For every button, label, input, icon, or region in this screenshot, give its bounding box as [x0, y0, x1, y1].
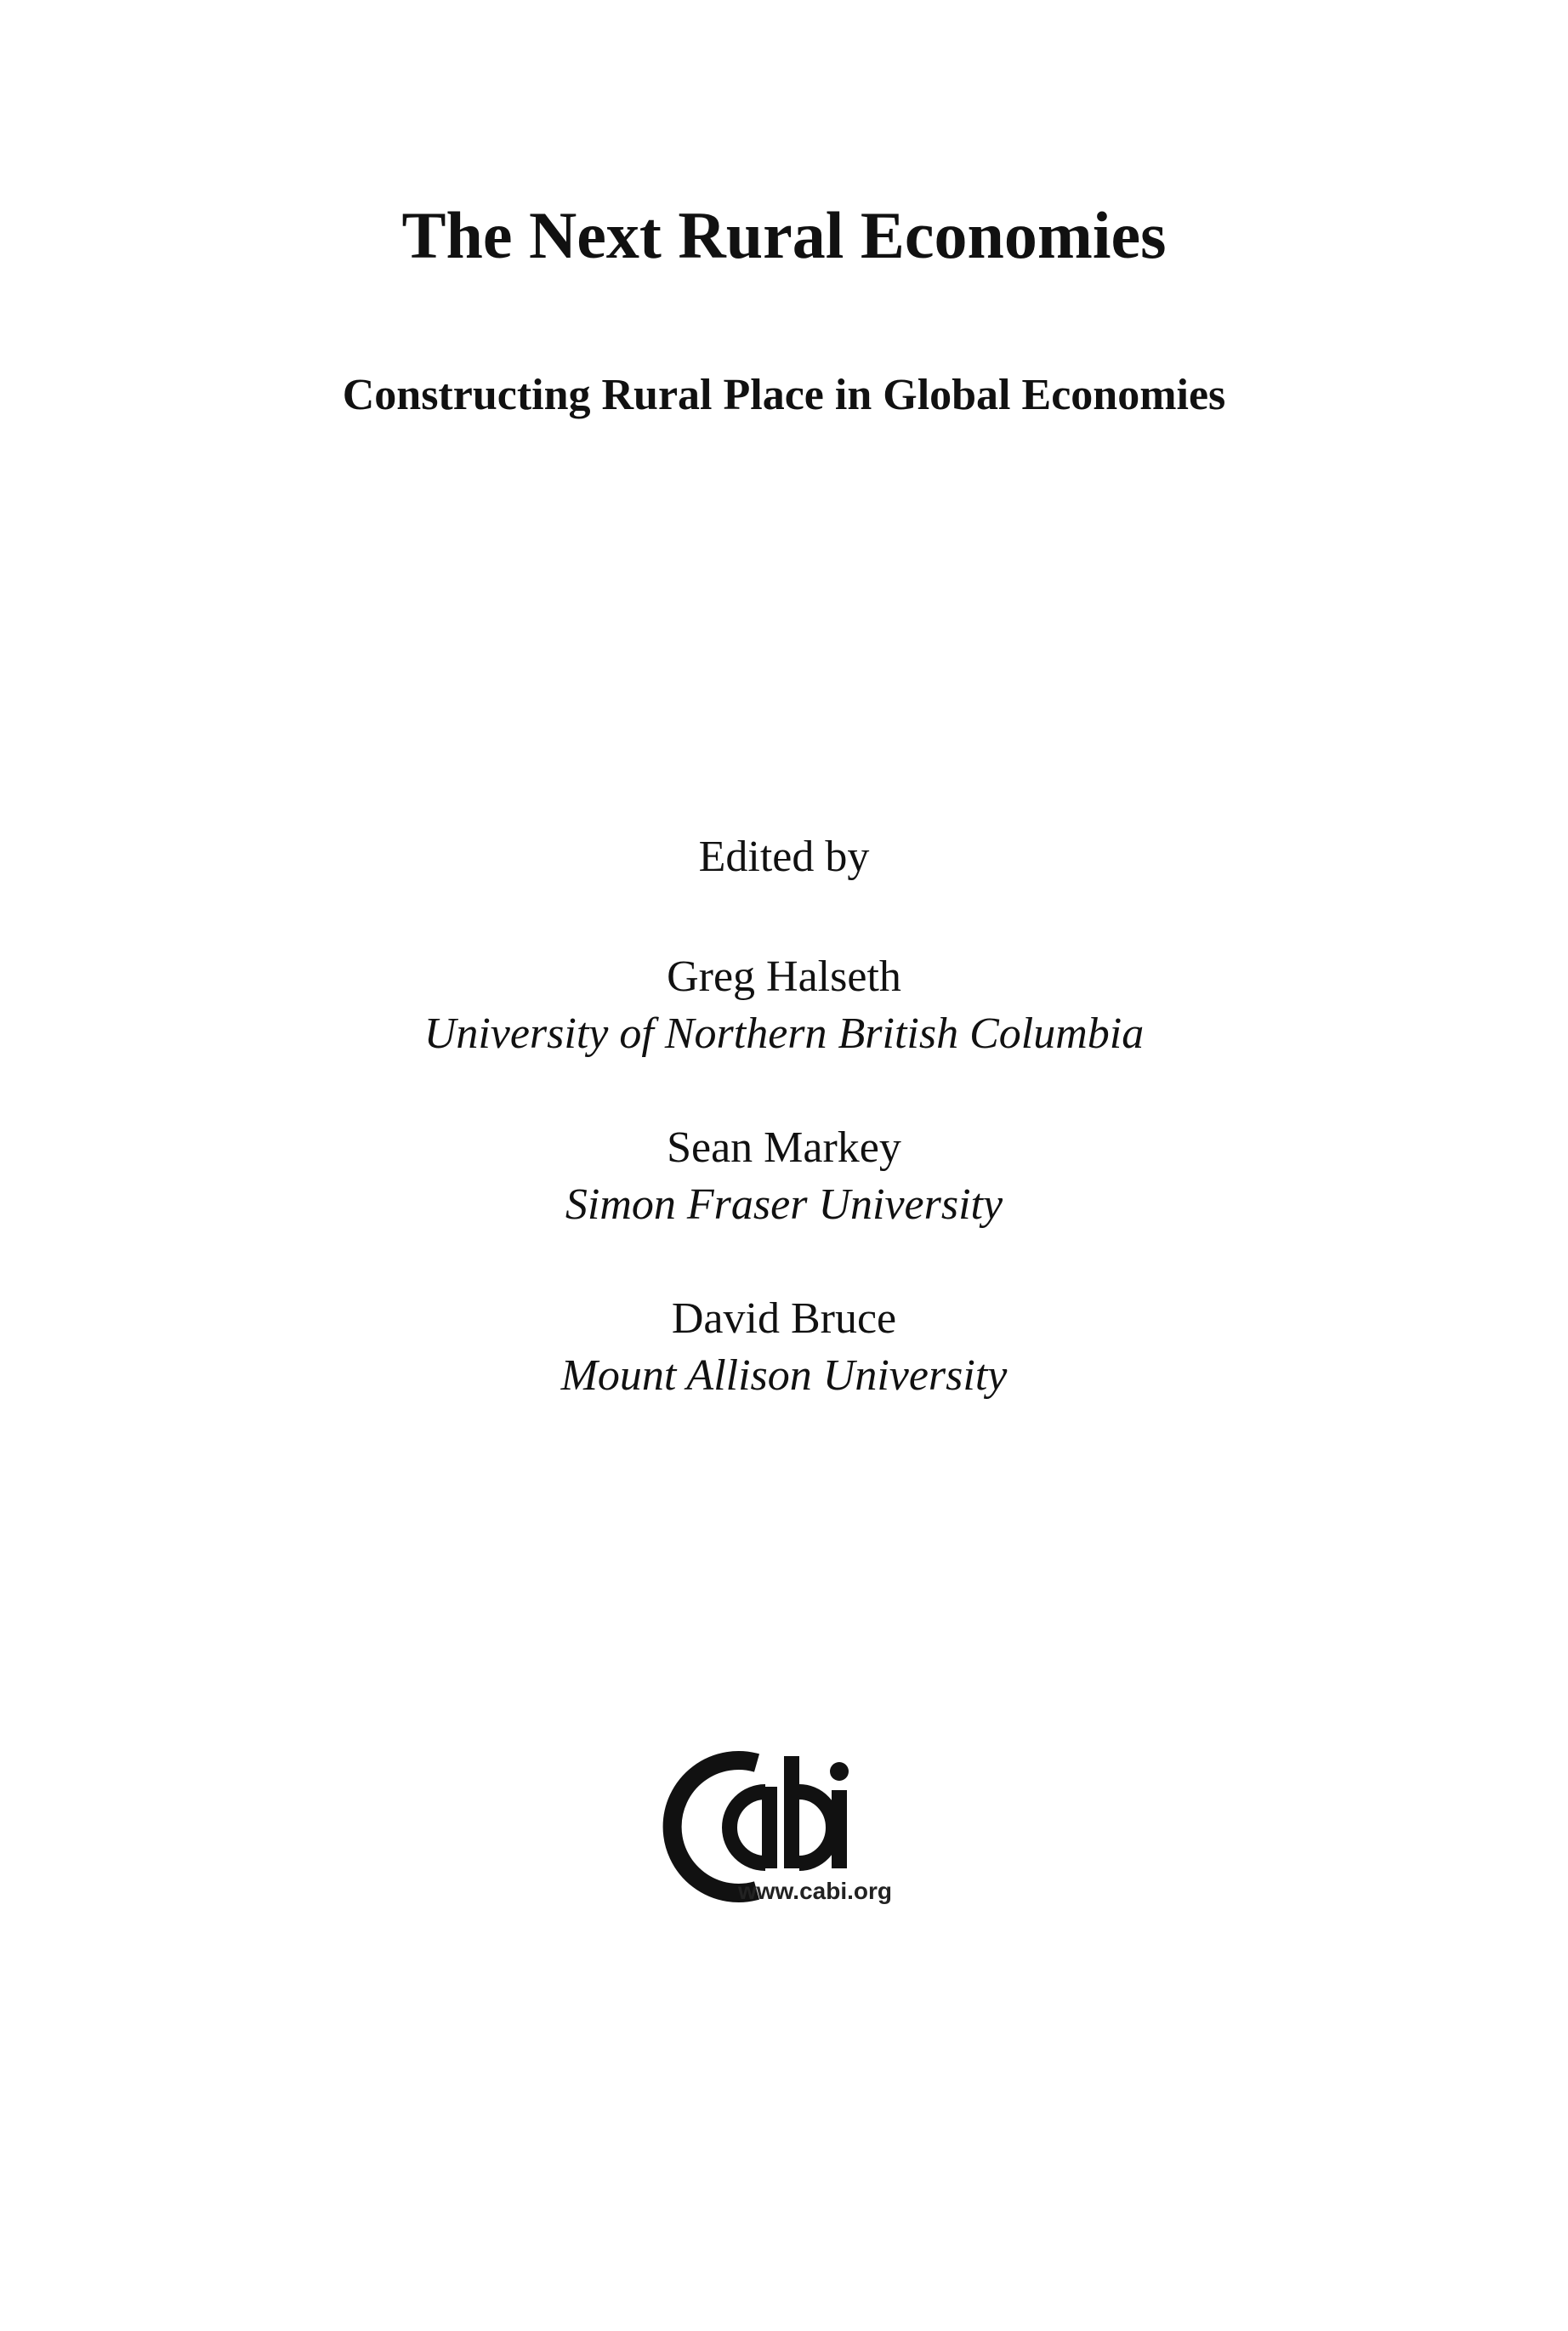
cabi-logo: [656, 1739, 929, 1909]
editor-entry: [0, 948, 1568, 1062]
editor-name: David Bruce: [671, 1294, 897, 1343]
book-subtitle: Constructing Rural Place in Global Economies: [342, 371, 1226, 419]
editor-name: Greg Halseth: [667, 952, 901, 1001]
book-title: The Next Rural Economies: [401, 198, 1167, 272]
editor-entry: [0, 1119, 1568, 1233]
editors-list: [0, 948, 1568, 1461]
publisher-url: www.cabi.org: [738, 1878, 892, 1904]
editor-affiliation: Mount Allison University: [560, 1351, 1008, 1400]
editor-entry: [0, 1290, 1568, 1404]
editor-name: Sean Markey: [667, 1123, 901, 1172]
editor-affiliation: Simon Fraser University: [565, 1180, 1003, 1229]
edited-by-label: Edited by: [698, 833, 870, 881]
editor-affiliation: University of Northern British Columbia: [423, 1009, 1145, 1058]
